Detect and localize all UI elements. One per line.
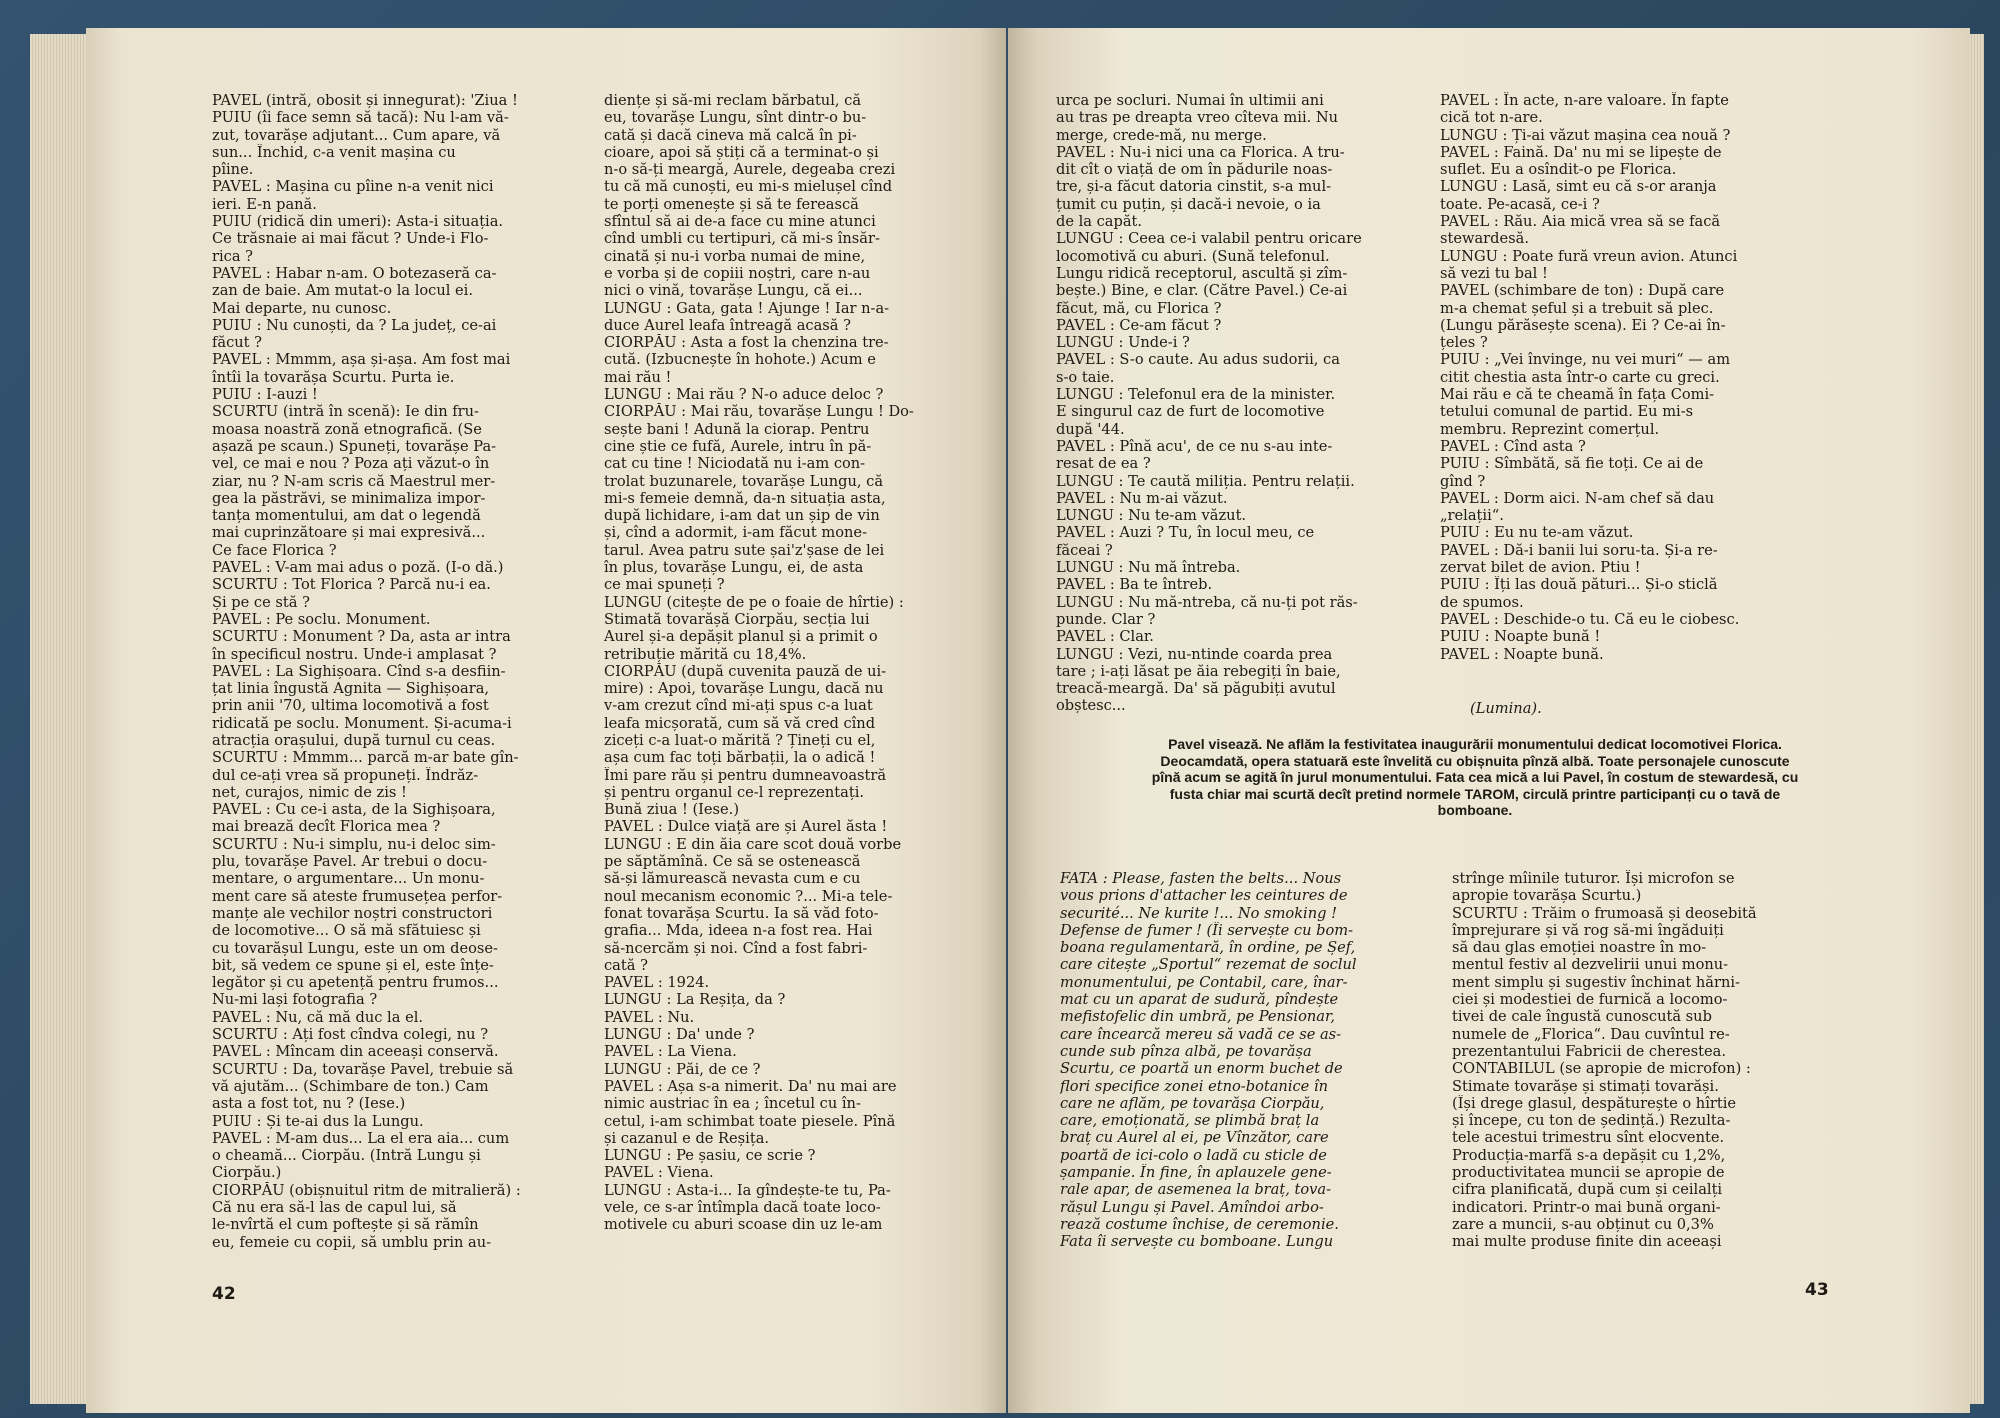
text-line: eu, femeie cu copii, să umblu prin au- [212,1233,492,1251]
text-line: strînge mîinile tuturor. Își microfon se [1452,870,1735,887]
text-line: ziceți c-a luat-o mărită ? Țineți cu el, [604,731,876,749]
text-line: făcut, mă, cu Florica ? [1056,299,1222,317]
left-page-column-1 [212,92,582,1251]
text-line: PAVEL : Cu ce-i asta, de la Sighișoara, [212,801,496,819]
text-line: sește bani ! Adună la ciorap. Pentru [604,420,870,438]
text-line: PUIU : Noapte bună ! [1440,628,1601,646]
text-line: CIORPĂU : Asta a fost la chenzina tre- [604,334,889,352]
text-line: PAVEL : La Viena. [604,1043,737,1061]
text-line: SCURTU : Ați fost cîndva colegi, nu ? [212,1026,489,1044]
text-line: Fata îi servește cu bomboane. Lungu [1060,1233,1334,1251]
text-line: tele acestui trimestru sînt elocvente. [1452,1129,1725,1147]
text-line: LUNGU : E din ăia care scot două vorbe [604,835,902,853]
text-line: vel, ce mai e nou ? Poza ați văzut-o în [212,455,490,473]
text-line: Aurel și-a depășit planul și a primit o [604,628,878,646]
text-line: PAVEL (intră, obosit și innegurat): 'Ziua ! [212,92,518,109]
text-line: întîi la tovarășa Scurtu. Purta ie. [212,368,455,386]
text-line: au tras pe dreapta vreo cîteva mii. Nu [1056,109,1339,127]
text-line: PAVEL : Ce-am făcut ? [1056,316,1222,334]
text-line: Îmi pare rău și pentru dumneavoastră [604,766,887,784]
text-line: membru. Reprezint comerțul. [1440,420,1660,438]
text-line: LUNGU (citește de pe o foaie de hîrtie) : [604,593,904,611]
text-line: rează costume închise, de ceremonie. [1060,1215,1339,1233]
text-line: boana regulamentară, în ordine, pe Șef, [1060,939,1356,957]
text-line: vă ajutăm... (Schimbare de ton.) Cam [212,1077,489,1095]
text-line: PAVEL : Pe soclu. Monument. [212,610,431,628]
text-line: atracția orașului, după turnul cu ceas. [212,731,496,749]
text-line: cută. (Izbucnește în hohote.) Acum e [604,351,876,369]
text-line: ment simplu și sugestiv închinat hărni- [1452,973,1740,991]
text-line: cinată și nu-i vorba numai de mine, [604,247,866,265]
text-line: PAVEL : Ba te întreb. [1056,576,1213,594]
left-page-edges [30,34,90,1404]
text-line: cu tovarășul Lungu, este un om deose- [212,939,498,957]
text-line: stewardesă. [1440,230,1529,248]
text-line: PAVEL : Rău. Aia mică vrea să se facă [1440,213,1721,231]
text-line: tanța momentului, am dat o legendă [212,507,481,525]
text-line: țat linia îngustă Agnita — Sighișoara, [212,680,490,698]
text-line: Lungu ridică receptorul, ascultă și zîm- [1056,264,1348,282]
right-page-column-2 [1440,92,1812,663]
text-line: dul ce-ați vrea să propuneți. Îndrăz- [212,766,479,784]
text-line: PAVEL : Cînd asta ? [1440,437,1586,455]
text-line: „relații“. [1440,507,1504,525]
text-line: n-o să-ți meargă, Aurele, degeaba crezi [604,161,896,179]
text-line: grafia... Mda, ideea n-a fost rea. Hai [604,922,873,940]
text-line: mat cu un aparat de sudură, pîndește [1060,991,1339,1009]
text-line: braț cu Aurel al ei, pe Vînzător, care [1060,1129,1329,1147]
text-line: SCURTU : Da, tovarășe Pavel, trebuie să [212,1060,514,1078]
text-line: LUNGU : Da' unde ? [604,1026,755,1044]
text-line: LUNGU : Pe șasiu, ce scrie ? [604,1147,816,1165]
text-line: productivitatea muncii se apropie de [1452,1164,1725,1182]
text-line: PAVEL : Noapte bună. [1440,645,1604,663]
text-line: treacă-meargă. Da' să păgubiți avutul [1056,680,1336,698]
text-line: PAVEL : Nu m-ai văzut. [1056,489,1228,507]
text-line: în specificul nostru. Unde-i amplasat ? [212,645,497,663]
text-line: PAVEL : Mmmm, așa și-așa. Am fost mai [212,351,511,369]
text-line: mai brează decît Florica mea ? [212,818,441,836]
text-line: de la capăt. [1056,213,1143,231]
text-line: PAVEL : Viena. [604,1164,714,1182]
text-line: PAVEL : Așa s-a nimerit. Da' nu mai are [604,1077,897,1095]
text-line: tarul. Avea patru sute șai'z'șase de lei [604,541,885,559]
text-line: LUNGU : Ceea ce-i valabil pentru oricare [1056,230,1362,248]
text-line: și începe, cu ton de ședință.) Rezulta- [1452,1112,1731,1130]
text-line: o cheamă... Ciorpău. (Intră Lungu și [212,1147,481,1165]
text-line: PAVEL : Nu-i nici una ca Florica. A tru- [1056,143,1345,161]
text-line: plu, tovarășe Pavel. Ar trebui o docu- [212,853,488,871]
text-line: care ne aflăm, pe tovarășa Ciorpău, [1060,1094,1325,1112]
text-line: obștesc... [1056,697,1126,715]
text-line: Ce face Florica ? [212,541,337,559]
text-line: Mai departe, nu cunosc. [212,299,392,317]
text-line: LUNGU : Nu mă-ntreba, că nu-ți pot răs- [1056,593,1358,611]
text-line: Mai rău e că te cheamă în fața Comi- [1440,386,1715,404]
text-line: ieri. E-n pană. [212,195,317,213]
text-line: LUNGU : Poate fură vreun avion. Atunci [1440,247,1738,265]
text-line: mai cuprinzătoare și mai expresivă... [212,524,486,542]
text-line: resat de ea ? [1056,455,1151,473]
text-line: de spumos. [1440,593,1524,611]
text-line: făcut ? [212,334,263,352]
text-line: tare ; i-ați lăsat pe ăia rebegiți în baie, [1056,662,1341,680]
text-line: gînd ? [1440,472,1486,490]
text-line: de locomotive... O să mă sfătuiesc și [212,922,481,940]
text-line: după lichidare, i-am dat un șip de vin [604,507,880,525]
text-line: asta a fost tot, nu ? (Iese.) [212,1095,406,1113]
text-line: cioare, apoi să știți că a terminat-o și [604,143,879,161]
text-line: dit cît o viață de om în pădurile noas- [1056,161,1333,179]
text-line: Producția-marfă s-a depășit cu 1,2%, [1452,1146,1726,1164]
text-line: (Își drege glasul, despăturește o hîrtie [1452,1094,1737,1112]
text-line: care citește „Sportul“ rezemat de soclul [1060,956,1357,974]
text-line: LUNGU : La Reșița, da ? [604,991,786,1009]
text-line: zervat bilet de avion. Ptiu ! [1440,559,1641,577]
text-line: Stimată tovarășă Ciorpău, secția lui [604,610,870,628]
text-line: și pentru organul ce-l reprezentați. [604,783,865,801]
text-line: PAVEL : Auzi ? Tu, în locul meu, ce [1056,524,1315,542]
text-line: cată și dacă cineva mă calcă în pi- [604,126,857,144]
text-line: v-am crezut cînd mi-ați spus c-a luat [604,697,873,715]
text-line: cică tot n-are. [1440,109,1543,127]
text-line: PAVEL : În acte, n-are valoare. În fapte [1440,92,1729,109]
text-line: retribuție mărită cu 18,4%. [604,645,807,663]
text-line: mentare, o argumentare... Un monu- [212,870,485,888]
text-line: PAVEL : V-am mai adus o poză. (I-o dă.) [212,559,504,577]
text-line: flori specifice zonei etno-botanice în [1060,1077,1329,1095]
text-line: LUNGU : Asta-i... Ia gîndește-te tu, Pa- [604,1181,891,1199]
text-line: PUIU : Eu nu te-am văzut. [1440,524,1634,542]
text-line: PAVEL : La Sighișoara. Cînd s-a desfiin- [212,662,506,680]
text-line: Ciorpău.) [212,1164,282,1182]
text-line: LUNGU : Nu te-am văzut. [1056,507,1247,525]
text-line: securité... Ne kurite !... No smoking ! [1060,904,1337,922]
text-line: mi-s femeie demnă, da-n situația asta, [604,489,886,507]
page-number-right: 43 [1805,1280,1829,1300]
text-line: PUIU (ridică din umeri): Asta-i situația. [212,213,504,231]
text-line: PAVEL : Mașina cu pîine n-a venit nici [212,178,494,196]
text-line: Stimate tovarășe și stimați tovarăși. [1452,1077,1719,1095]
text-line: așa cum fac toți bărbații, la o adică ! [604,749,876,767]
text-line: locomotivă cu aburi. (Sună telefonul. [1056,247,1330,265]
text-line: LUNGU : Lasă, simt eu că s-or aranja [1440,178,1717,196]
text-line: SCURTU : Monument ? Da, asta ar intra [212,628,511,646]
text-line: mai multe produse finite din aceeași [1452,1233,1722,1251]
text-line: rășul Lungu și Pavel. Amîndoi arbo- [1060,1198,1324,1216]
text-line: nimic austriac în ea ; încetul cu în- [604,1095,861,1113]
text-line: SCURTU : Mmmm... parcă m-ar bate gîn- [212,749,519,767]
text-line: PAVEL : Clar. [1056,628,1154,646]
text-line: s-o taie. [1056,368,1115,386]
text-line: cat cu tine ! Niciodată nu i-am con- [604,455,866,473]
text-line: bit, să vedem ce spune și el, este înțe- [212,956,494,974]
text-line: Bună ziua ! (Iese.) [604,801,740,819]
text-line: făceai ? [1056,541,1113,559]
text-line: (Lungu părăsește scena). Ei ? Ce-ai în- [1440,316,1726,334]
text-line: pe săptămînă. Ce să se ostenească [604,853,861,871]
text-line: să-și lămurească nevasta cum e cu [604,870,861,888]
text-line: țumit cu puțin, și dacă-i nevoie, o ia [1056,195,1321,213]
lumina-direction: (Lumina). [1470,700,1542,717]
text-line: rale apar, de asemenea la braț, tova- [1060,1181,1332,1199]
text-line: PAVEL : Nu. [604,1008,695,1026]
text-line: LUNGU : Gata, gata ! Ajunge ! Iar n-a- [604,299,890,317]
text-line: sfîntul să ai de-a face cu mine atunci [604,213,876,231]
text-line: țeles ? [1440,334,1488,352]
text-line: în plus, tovarășe Lungu, ei, de asta [604,559,864,577]
text-line: PUIU : Nu cunoști, da ? La județ, ce-ai [212,316,497,334]
page-number-left: 42 [212,1284,236,1304]
text-line: și, cînd a adormit, i-am făcut mone- [604,524,867,542]
stage-direction: Pavel visează. Ne aflăm la festivitatea inaugurării monumentului dedicat locomotivei Florica. Deocamdată, opera statuară este învelită cu obișnuita pînză albă. Toate personajele cunoscute pînă acum se agită în jurul monumentului. Fata cea mică a lui Pavel, în costum de stewardesă, cu fusta chiar mai scurtă decît pretind normele TAROM, circulă printre participanți cu o tavă de bomboane. [1151,736,1799,818]
text-line: LUNGU : Te caută miliția. Pentru relații. [1056,472,1355,490]
text-line: după '44. [1056,420,1125,438]
text-line: SCURTU : Nu-i simplu, nu-i deloc sim- [212,835,496,853]
text-line: diențe și să-mi reclam bărbatul, că [604,92,862,109]
text-line: ridicată pe soclu. Monument. Și-acuma-i [212,714,512,732]
text-line: sun... Închid, c-a venit mașina cu [212,143,456,161]
text-line: fonat tovarășa Scurtu. Ia să văd foto- [604,904,879,922]
text-line: le-nvîrtă el cum poftește și să rămîn [212,1216,479,1234]
text-line: PAVEL : S-o caute. Au adus sudorii, ca [1056,351,1340,369]
text-line: LUNGU : Ți-ai văzut mașina cea nouă ? [1440,126,1731,144]
text-line: moasa noastră zonă etnografică. (Se [212,420,482,438]
text-line: PAVEL : Dă-i banii lui soru-ta. Și-a re- [1440,541,1718,559]
text-line: nici o vină, tovarășe Lungu, că ei... [604,282,863,300]
text-line: Scurtu, ce poartă un enorm buchet de [1060,1060,1343,1078]
text-line: punde. Clar ? [1056,610,1156,628]
right-page-column-3 [1060,870,1432,1251]
text-line: toate. Pe-acasă, ce-i ? [1440,195,1600,213]
text-line: cunde sub pînza albă, pe tovarășa [1060,1042,1312,1060]
text-line: FATA : Please, fasten the belts... Nous [1060,870,1342,887]
text-line: prin anii '70, ultima locomotivă a fost [212,697,489,715]
text-line: zut, tovarășe adjutant... Cum apare, vă [212,126,501,144]
right-page-column-4 [1452,870,1814,1251]
text-line: vous prions d'attacher les ceintures de [1060,887,1348,905]
text-line: așază pe scaun.) Spuneți, tovarășe Pa- [212,437,497,455]
text-line: CIORPĂU (obișnuitul ritm de mitralieră) : [212,1181,521,1199]
text-line: să dau glas emoției noastre în mo- [1452,939,1707,957]
text-line: PAVEL : 1924. [604,974,710,992]
text-line: prezentantului Fabricii de cherestea. [1452,1042,1727,1060]
right-page-column-1 [1056,92,1426,715]
text-line: numele de „Florica“. Dau cuvîntul re- [1452,1025,1730,1043]
text-line: mai rău ! [604,368,672,386]
text-line: Nu-mi lași fotografia ? [212,991,378,1009]
text-line: ziar, nu ? N-am scris că Maestrul mer- [212,472,496,490]
text-line: PUIU (îi face semn să tacă): Nu l-am vă- [212,109,509,127]
text-line: cifra planificată, după cum și ceilalți [1452,1181,1723,1199]
text-line: suflet. Eu a osîndit-o pe Florica. [1440,161,1677,179]
text-line: și cazanul e de Reșița. [604,1129,770,1147]
text-line: PAVEL : Nu, că mă duc la el. [212,1008,424,1026]
text-line: merge, crede-mă, nu merge. [1056,126,1267,144]
text-line: te porți omenește și să te ferească [604,195,859,213]
text-line: împrejurare și vă rog să-mi îngăduiți [1452,921,1724,939]
text-line: să vezi tu bal ! [1440,264,1548,282]
text-line: PAVEL : Habar n-am. O botezaseră ca- [212,264,497,282]
text-line: PAVEL : Faină. Da' nu mi se lipește de [1440,143,1722,161]
text-line: m-a chemat șeful și a trebuit să plec. [1440,299,1714,317]
text-line: LUNGU : Telefonul era de la minister. [1056,386,1336,404]
text-line: mire) : Apoi, tovarășe Lungu, dacă nu [604,680,884,698]
text-line: PAVEL : Deschide-o tu. Că eu le ciobesc. [1440,610,1740,628]
text-line: LUNGU : Păi, de ce ? [604,1060,761,1078]
text-line: PUIU : Sîmbătă, să fie toți. Ce ai de [1440,455,1704,473]
text-line: poartă de ici-colo o ladă cu sticle de [1060,1146,1327,1164]
text-line: SCURTU : Trăim o frumoasă și deosebită [1452,904,1757,922]
text-line: indicatori. Printr-o mai bună organi- [1452,1198,1721,1216]
text-line: SCURTU (intră în scenă): Ie din fru- [212,403,479,421]
text-line: LUNGU : Nu mă întreba. [1056,559,1241,577]
text-line: net, curajos, nimic de zis ! [212,783,407,801]
text-line: E singurul caz de furt de locomotive [1056,403,1325,421]
text-line: CIORPĂU : Mai rău, tovarășe Lungu ! Do- [604,403,914,421]
text-line: duce Aurel leafa întreagă acasă ? [604,316,851,334]
text-line: apropie tovarășa Scurtu.) [1452,887,1642,905]
text-line: tre, și-a făcut datoria cinstit, s-a mul- [1056,178,1332,196]
text-line: PAVEL : Mîncam din aceeași conservă. [212,1043,499,1061]
text-line: CONTABILUL (se apropie de microfon) : [1452,1060,1751,1078]
text-line: mefistofelic din umbră, pe Pensionar, [1060,1008,1335,1026]
text-line: vele, ce s-ar întîmpla dacă toate loco- [604,1199,881,1216]
text-line: cine știe ce fufă, Aurele, intru în pă- [604,437,872,455]
text-line: rica ? [212,247,253,265]
text-line: cată ? [604,956,648,974]
text-line: PUIU : Și te-ai dus la Lungu. [212,1112,424,1130]
text-line: Ce trăsnaie ai mai făcut ? Unde-i Flo- [212,230,489,248]
text-line: gea la păstrăvi, se minimaliza impor- [212,489,486,507]
text-line: PAVEL : Dorm aici. N-am chef să dau [1440,489,1715,507]
text-line: zan de baie. Am mutat-o la locul ei. [212,282,473,300]
text-line: e vorba și de copiii noștri, care n-au [604,264,871,282]
text-line: Că nu era să-l las de capul lui, să [212,1199,457,1216]
text-line: zare a muncii, s-au obținut cu 0,3% [1452,1215,1714,1233]
text-line: Defense de fumer ! (Îi servește cu bom- [1060,921,1354,939]
text-line: cetul, i-am schimbat toate piesele. Pînă [604,1112,896,1130]
text-line: PAVEL : Dulce viață are și Aurel ăsta ! [604,818,888,836]
text-line: care încearcă mereu să vadă ce se as- [1060,1025,1342,1043]
text-line: PAVEL : Pînă acu', de ce nu s-au inte- [1056,437,1333,455]
left-page-column-2 [604,92,976,1234]
text-line: ciei și modestiei de furnică a locomo- [1452,991,1728,1009]
text-line: noul mecanism economic ?... Mi-a tele- [604,887,893,905]
text-line: PAVEL (schimbare de ton) : După care [1440,282,1725,300]
text-line: SCURTU : Tot Florica ? Parcă nu-i ea. [212,576,491,594]
text-line: leafa micșorată, cum să vă cred cînd [604,714,876,732]
text-line: citit chestia asta într-o carte cu greci. [1440,368,1720,386]
text-line: motivele cu aburi scoase din uz le-am [604,1216,883,1234]
text-line: șampanie. În fine, în aplauzele gene- [1060,1164,1332,1182]
text-line: să-ncercăm și noi. Cînd a fost fabri- [604,939,868,957]
text-line: legător și cu apetență pentru frumos... [212,974,499,992]
text-line: trolat buzunarele, tovarășe Lungu, că [604,472,884,490]
text-line: manțe ale vechilor noștri constructori [212,904,493,922]
text-line: PAVEL : M-am dus... La el era aia... cum [212,1129,510,1147]
text-line: LUNGU : Unde-i ? [1056,334,1190,352]
text-line: LUNGU : Mai rău ? N-o aduce deloc ? [604,386,884,404]
text-line: urca pe socluri. Numai în ultimii ani [1056,92,1324,109]
text-line: CIORPĂU (după cuvenita pauză de ui- [604,662,887,680]
text-line: tetului comunal de partid. Eu mi-s [1440,403,1694,421]
text-line: mentul festiv al dezvelirii unui monu- [1452,956,1729,974]
text-line: PUIU : Îți las două pături... Și-o sticlă [1440,576,1718,594]
text-line: tivei de cale îngustă cunoscută sub [1452,1008,1712,1026]
text-line: pîine. [212,161,254,179]
text-line: PUIU : I-auzi ! [212,386,318,404]
text-line: Și pe ce stă ? [212,593,310,611]
text-line: bește.) Bine, e clar. (Către Pavel.) Ce-ai [1056,282,1348,300]
text-line: cînd umbli cu tertipuri, că mi-s însăr- [604,230,880,248]
text-line: monumentului, pe Contabil, care, înar- [1060,973,1348,991]
text-line: tu că mă cunoști, eu mi-s mielușel cînd [604,178,893,196]
text-line: care, emoționată, se plimbă braț la [1060,1112,1320,1130]
text-line: ce mai spuneți ? [604,576,725,594]
text-line: LUNGU : Vezi, nu-ntinde coarda prea [1056,645,1333,663]
text-line: ment care să ateste frumusețea perfor- [212,887,503,905]
text-line: PUIU : „Vei învinge, nu vei muri“ — am [1440,351,1731,369]
text-line: eu, tovarășe Lungu, sînt dintr-o bu- [604,109,867,127]
